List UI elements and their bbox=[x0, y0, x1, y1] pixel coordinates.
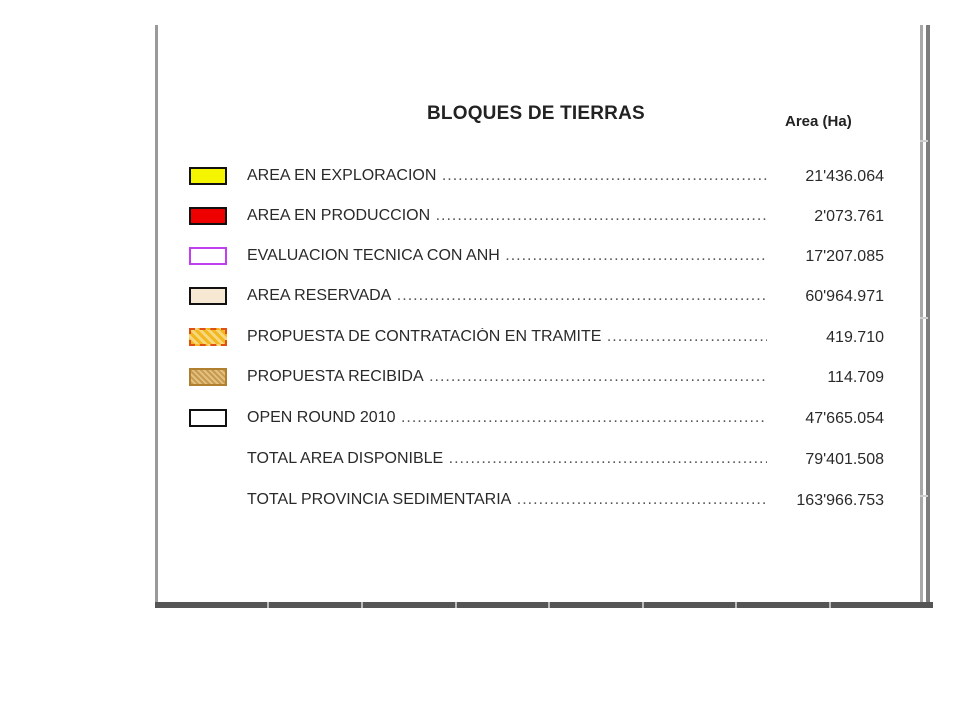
frame-border-left bbox=[155, 25, 158, 607]
legend-item-label: OPEN ROUND 2010 ..... bbox=[247, 409, 767, 427]
legend-item-label: PROPUESTA DE CONTRATACIÓN EN TRAMITE ..... bbox=[247, 328, 767, 346]
total-row-disponible bbox=[187, 448, 887, 472]
frame-tick bbox=[361, 602, 363, 608]
yellow-swatch-icon bbox=[189, 167, 227, 185]
legend-panel bbox=[155, 25, 933, 607]
total-value: 163'966.753 bbox=[796, 492, 884, 509]
frame-tick bbox=[642, 602, 644, 608]
legend-row-produccion bbox=[187, 205, 887, 229]
legend-item-label: PROPUESTA RECIBIDA ..... bbox=[247, 368, 767, 386]
frame-right-tick bbox=[920, 317, 928, 319]
frame-right-tick bbox=[920, 495, 928, 497]
total-row-provincia bbox=[187, 489, 887, 513]
legend-row-open-round bbox=[187, 407, 887, 431]
legend-item-value: 17'207.085 bbox=[805, 248, 884, 265]
legend-item-value: 21'436.064 bbox=[805, 168, 884, 185]
legend-item-label: AREA EN PRODUCCION ..... bbox=[247, 207, 767, 225]
legend-row-evaluacion bbox=[187, 245, 887, 269]
black-outline-swatch-icon bbox=[189, 409, 227, 427]
legend-item-value: 60'964.971 bbox=[805, 288, 884, 305]
total-label: TOTAL PROVINCIA SEDIMENTARIA ..... bbox=[247, 491, 767, 509]
frame-tick bbox=[829, 602, 831, 608]
frame-tick bbox=[267, 602, 269, 608]
total-value: 79'401.508 bbox=[805, 451, 884, 468]
area-column-header: Area (Ha) bbox=[785, 113, 852, 130]
frame-border-bottom bbox=[155, 602, 933, 608]
legend-item-label: AREA RESERVADA ..... bbox=[247, 287, 767, 305]
frame-border-right bbox=[920, 25, 930, 607]
tan-hatched-swatch-icon bbox=[189, 368, 227, 386]
legend-row-exploracion bbox=[187, 165, 887, 189]
legend-item-value: 419.710 bbox=[826, 329, 884, 346]
legend-item-value: 47'665.054 bbox=[805, 410, 884, 427]
orange-hatched-swatch-icon bbox=[189, 328, 227, 346]
frame-tick bbox=[735, 602, 737, 608]
purple-outline-swatch-icon bbox=[189, 247, 227, 265]
legend-row-contratacion bbox=[187, 326, 887, 350]
legend-item-label: EVALUACION TECNICA CON ANH ..... bbox=[247, 247, 767, 265]
legend-item-value: 2'073.761 bbox=[814, 208, 884, 225]
legend-row-reservada bbox=[187, 285, 887, 309]
frame-tick bbox=[455, 602, 457, 608]
legend-item-value: 114.709 bbox=[827, 369, 884, 386]
frame-tick bbox=[548, 602, 550, 608]
beige-swatch-icon bbox=[189, 287, 227, 305]
legend-item-label: AREA EN EXPLORACION ..... bbox=[247, 167, 767, 185]
legend-row-recibida bbox=[187, 366, 887, 390]
red-swatch-icon bbox=[189, 207, 227, 225]
frame-right-tick bbox=[920, 140, 928, 142]
legend-title: BLOQUES DE TIERRAS bbox=[427, 103, 645, 124]
total-label: TOTAL AREA DISPONIBLE ..... bbox=[247, 450, 767, 468]
